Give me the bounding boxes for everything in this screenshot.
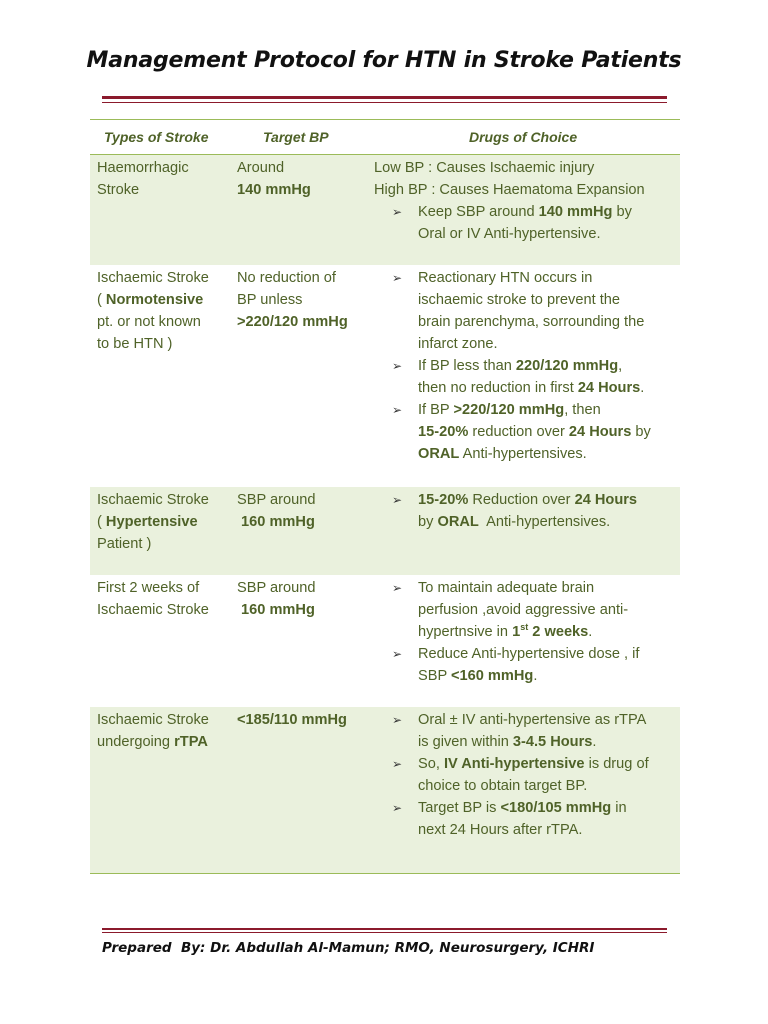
cell-target-bp: Around 140 mmHg: [237, 160, 311, 198]
cell-drugs: [366, 576, 680, 707]
cell-stroke-type: Ischaemic Stroke ( Normotensive pt. or not known to be HTN ): [97, 270, 209, 352]
cell-target-bp: No reduction of BP unless >220/120 mmHg: [237, 270, 348, 330]
table-row: [90, 487, 680, 575]
list-item: ➢ 15-20% Reduction over 24 Hours by ORAL Anti-hypertensives.: [418, 489, 676, 533]
cell-target-bp: <185/110 mmHg: [237, 712, 347, 728]
list-item: ➢ Keep SBP around 140 mmHg by Oral or IV Anti-hypertensive.: [418, 201, 676, 245]
cell-stroke-type: First 2 weeks of Ischaemic Stroke: [97, 580, 209, 618]
table-row: [90, 707, 680, 873]
header-target-bp: Target BP: [263, 129, 329, 145]
footer-credit: Prepared By: Dr. Abdullah Al-Mamun; RMO, Neurosurgery, ICHRI: [102, 940, 595, 956]
list-item: ➢ So, IV Anti-hypertensive is drug of choice to obtain target BP.: [418, 753, 676, 797]
title-divider: [102, 96, 667, 103]
page-title: Management Protocol for HTN in Stroke Patients: [86, 48, 682, 73]
arrow-bullet-icon: ➢: [392, 403, 403, 417]
arrow-bullet-icon: ➢: [392, 801, 403, 815]
cell-stroke-type: Ischaemic Stroke ( Hypertensive Patient ): [97, 492, 209, 552]
cell-target-bp: SBP around 160 mmHg: [237, 580, 316, 618]
list-item: ➢ If BP >220/120 mmHg, then 15-20% reduction over 24 Hours by ORAL Anti-hypertensives.: [418, 399, 676, 465]
cell-target-bp: SBP around 160 mmHg: [237, 492, 316, 530]
footer-divider: [102, 928, 667, 933]
list-item: ➢ Reduce Anti-hypertensive dose , if SBP <160 mmHg.: [418, 643, 676, 687]
table-row: [90, 155, 680, 265]
cell-stroke-type: Haemorrhagic Stroke: [97, 160, 189, 198]
cell-drugs: [366, 266, 680, 487]
list-item: ➢ If BP less than 220/120 mmHg, then no reduction in first 24 Hours.: [418, 355, 676, 399]
table-header: [90, 120, 680, 155]
header-types-of-stroke: Types of Stroke: [104, 129, 209, 145]
arrow-bullet-icon: ➢: [392, 757, 403, 771]
list-item: ➢ Target BP is <180/105 mmHg in next 24 Hours after rTPA.: [418, 797, 676, 841]
arrow-bullet-icon: ➢: [392, 205, 403, 219]
arrow-bullet-icon: ➢: [392, 713, 403, 727]
header-drugs-of-choice: Drugs of Choice: [469, 129, 578, 145]
arrow-bullet-icon: ➢: [392, 647, 403, 661]
arrow-bullet-icon: ➢: [392, 493, 403, 507]
cell-drugs: Low BP : Causes Ischaemic injury High BP : Causes Haematoma Expansion ➢ Keep SBP around 140 mmHg by Oral or IV Anti-hypertensive.: [366, 156, 680, 265]
list-item: ➢ Reactionary HTN occurs in ischaemic stroke to prevent the brain parenchyma, sorrounding the infarct zone.: [418, 267, 676, 355]
cell-drugs: [366, 488, 680, 575]
cell-stroke-type: Ischaemic Stroke undergoing rTPA: [97, 712, 209, 750]
arrow-bullet-icon: ➢: [392, 271, 403, 285]
table-row: [90, 575, 680, 707]
protocol-table: [90, 119, 680, 874]
table-row: [90, 265, 680, 487]
cell-drugs: [366, 708, 680, 873]
arrow-bullet-icon: ➢: [392, 581, 403, 595]
list-item: ➢ Oral ± IV anti-hypertensive as rTPA is given within 3-4.5 Hours.: [418, 709, 676, 753]
list-item: ➢ To maintain adequate brain perfusion ,avoid aggressive anti- hypertnsive in 1st 2 weeks.: [418, 577, 676, 643]
arrow-bullet-icon: ➢: [392, 359, 403, 373]
